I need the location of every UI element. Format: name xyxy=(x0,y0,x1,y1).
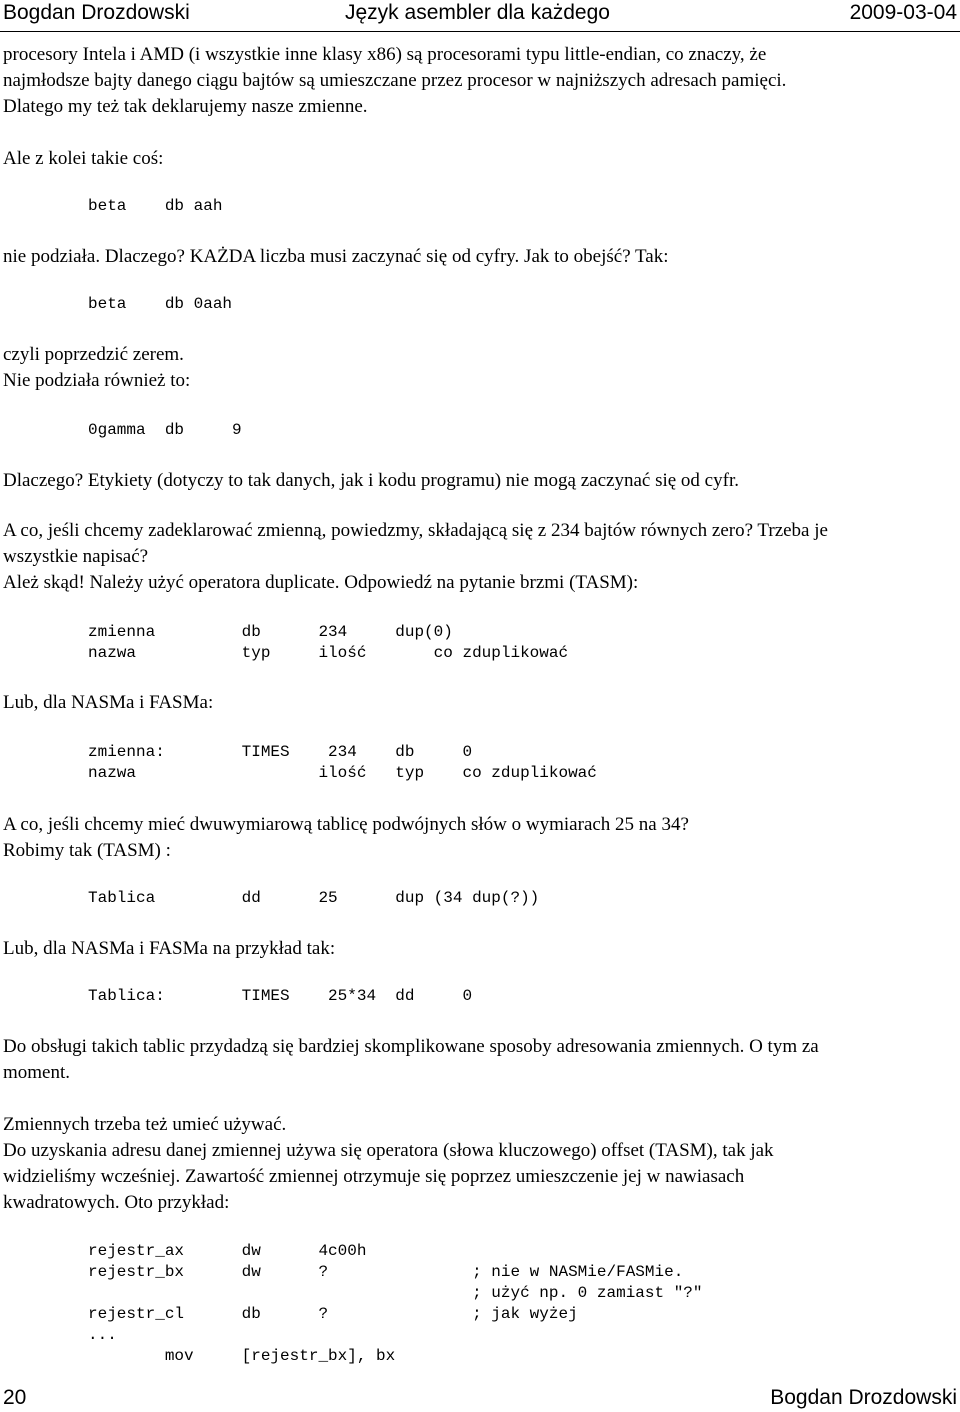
code-line: ... xyxy=(88,1326,117,1344)
paragraph-line: czyli poprzedzić zerem. xyxy=(3,344,184,365)
code-line: rejestr_ax dw 4c00h xyxy=(88,1242,367,1260)
paragraph-line: Lub, dla NASMa i FASMa: xyxy=(3,692,214,713)
paragraph-line: Do obsługi takich tablic przydadzą się bardziej skomplikowane sposoby adresowania zmiennych. O tym za xyxy=(3,1036,819,1057)
code-line: beta db aah xyxy=(88,197,223,215)
paragraph-line: A co, jeśli chcemy mieć dwuwymiarową tablicę podwójnych słów o wymiarach 25 na 34? xyxy=(3,814,689,835)
code-line: zmienna: TIMES 234 db 0 xyxy=(88,743,473,761)
page-header xyxy=(0,0,960,36)
paragraph-line: kwadratowych. Oto przykład: xyxy=(3,1192,230,1213)
footer-page-number: 20 xyxy=(3,1386,27,1409)
header-title: Język asembler dla każdego xyxy=(345,1,610,24)
header-date: 2009-03-04 xyxy=(849,1,957,24)
paragraph-line: Nie podziała również to: xyxy=(3,370,191,391)
header-divider xyxy=(0,31,960,32)
code-line: Tablica: TIMES 25*34 dd 0 xyxy=(88,987,473,1005)
paragraph-line: widzieliśmy wcześniej. Zawartość zmiennej otrzymuje się poprzez umieszczenie jej w nawiasach xyxy=(3,1166,745,1187)
paragraph-line: najmłodsze bajty danego ciągu bajtów są umieszczane przez procesor w najniższych adresach pamięci. xyxy=(3,70,787,91)
paragraph-line: Dlatego my też tak deklarujemy nasze zmienne. xyxy=(3,96,368,117)
paragraph-line: Robimy tak (TASM) : xyxy=(3,840,171,861)
paragraph-line: Ale z kolei takie coś: xyxy=(3,148,164,169)
code-line: mov [rejestr_bx], bx xyxy=(88,1347,396,1365)
paragraph-line: A co, jeśli chcemy zadeklarować zmienną, powiedzmy, składającą się z 234 bajtów równych zero? Trzeba je xyxy=(3,520,828,541)
paragraph-line: Lub, dla NASMa i FASMa na przykład tak: xyxy=(3,938,336,959)
paragraph-line: wszystkie napisać? xyxy=(3,546,149,567)
code-line: Tablica dd 25 dup (34 dup(?)) xyxy=(88,889,540,907)
paragraph-line: Ależ skąd! Należy użyć operatora duplicate. Odpowiedź na pytanie brzmi (TASM): xyxy=(3,572,639,593)
code-line: rejestr_cl db ? ; jak wyżej xyxy=(88,1305,578,1323)
paragraph-line: procesory Intela i AMD (i wszystkie inne klasy x86) są procesorami typu little-endian, co znaczy, że xyxy=(3,44,767,65)
paragraph-line: moment. xyxy=(3,1062,71,1083)
code-line: nazwa typ ilość co zduplikować xyxy=(88,644,569,662)
code-line: 0gamma db 9 xyxy=(88,421,242,439)
paragraph-line: Zmiennych trzeba też umieć używać. xyxy=(3,1114,287,1135)
code-line: rejestr_bx dw ? ; nie w NASMie/FASMie. xyxy=(88,1263,684,1281)
code-line: zmienna db 234 dup(0) xyxy=(88,623,453,641)
header-author: Bogdan Drozdowski xyxy=(3,1,190,24)
paragraph-line: Dlaczego? Etykiety (dotyczy to tak danych, jak i kodu programu) nie mogą zaczynać się od cyfr. xyxy=(3,470,739,491)
paragraph-line: nie podziała. Dlaczego? KAŻDA liczba musi zaczynać się od cyfry. Jak to obejść? Tak: xyxy=(3,246,669,267)
code-line: beta db 0aah xyxy=(88,295,233,313)
code-line: ; użyć np. 0 zamiast "?" xyxy=(88,1284,703,1302)
code-line: nazwa ilość typ co zduplikować xyxy=(88,764,597,782)
footer-author: Bogdan Drozdowski xyxy=(770,1386,957,1409)
paragraph-line: Do uzyskania adresu danej zmiennej używa się operatora (słowa kluczowego) offset (TASM), tak jak xyxy=(3,1140,774,1161)
